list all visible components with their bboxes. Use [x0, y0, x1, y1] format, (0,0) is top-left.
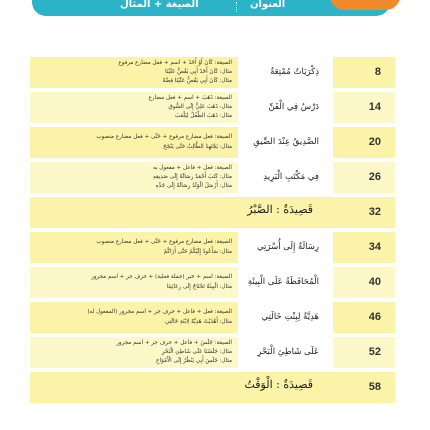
table-row [30, 92, 395, 123]
formula-line: الصيغة: جَلَسَ + فاعل + حرف جر + اسم مجرور [116, 340, 232, 346]
page-cell [333, 127, 395, 158]
page-cell [333, 162, 395, 193]
lesson-title-link[interactable]: ذِكْرَيَاتٌ مُمْتِعَةٌ [270, 67, 319, 77]
title-cell [238, 267, 333, 298]
title-cell [238, 337, 333, 368]
formula-line: الصيغة: اسم + خبر (جملة فعلية) + حرف جر + اسم مجرور [91, 274, 232, 280]
page-cell [333, 197, 395, 228]
formula-line: الصيغة: فعل + فاعل + مفعول به [152, 165, 232, 171]
table-row [30, 162, 395, 193]
table-row [30, 302, 395, 333]
table-row [30, 267, 395, 298]
page-cell [333, 372, 395, 403]
page-cell [333, 337, 395, 368]
page-number[interactable]: 32 [368, 206, 381, 218]
formula-line: مثال: الْبِيئَةُ تَحْتَاجُ إِلَى رِعَايَتِنَا [166, 284, 232, 290]
page-number[interactable]: 26 [368, 171, 381, 183]
page-number[interactable]: 34 [368, 241, 381, 253]
contents-table [30, 57, 395, 430]
formula-line: مثال: سَأَعُودُ إِلَيْكُمْ حَتَّى أَرَاكُمْ [163, 249, 232, 255]
page-cell [333, 232, 395, 263]
lesson-title-link[interactable]: فِي مَكْتَبِ الْبَرِيدِ [263, 172, 319, 182]
formula-cell [30, 197, 238, 228]
page-number[interactable]: 40 [368, 276, 381, 288]
table-row [30, 372, 395, 403]
title-cell [238, 127, 333, 158]
formula-line: الصيغة: فعل مضارع مرفوع + حَتَّى + فعل مضارع منصوب [96, 239, 232, 245]
title-cell [238, 162, 333, 193]
table-row [30, 197, 395, 228]
page-cell [333, 92, 395, 123]
page-cell [333, 267, 395, 298]
formula-cell [30, 302, 238, 333]
formula-line: مثال: ذَهَبَ عَلِيٌّ إِلَى السُّوقِ [168, 104, 232, 110]
title-cell [238, 232, 333, 263]
formula-line: مثال: كَانَ أَخَذَ أَبِي يَقُصُّ عَلَيْنَا [165, 69, 232, 75]
title-cell [238, 302, 333, 333]
formula-line: مثال: ذَهَبَ الطِّفْلُ لِيَلْعَبَ [175, 113, 232, 119]
page-number[interactable]: 8 [374, 66, 381, 78]
formula-cell [30, 57, 238, 88]
formula-line: الصيغة: كَانَ أَوْ أَخَذَ + اسم + فعل مضارع مرفوع [118, 60, 232, 66]
header-divider [236, 2, 237, 12]
page-number[interactable]: 14 [368, 101, 381, 113]
formula-cell [30, 92, 238, 123]
formula-line: مثال: أَهْدَيْتُ هَدِيَّةً لِابْنَةِ خَالَتِي [164, 319, 232, 325]
formula-line: مثال: كَتَبَ أَحْمَدُ رِسَالَةً إِلَى صَدِيقِهِ [152, 174, 232, 180]
header-accent-tab [330, 0, 400, 10]
page-number[interactable]: 46 [368, 311, 381, 323]
title-cell [238, 197, 333, 228]
formula-cell [30, 372, 238, 403]
formula-cell [30, 232, 238, 263]
lesson-title-link[interactable]: هَدِيَّةٌ لِبِنْتِ خَالَتِي [261, 312, 319, 322]
formula-cell [30, 267, 238, 298]
page-cell [333, 302, 395, 333]
table-row [30, 232, 395, 263]
formula-line: مثال: أَرْسَلَ الْوَلَدُ رِسَالَةً إِلَى جَدِّهِ [155, 183, 232, 189]
formula-line: مثال: جَلَسْنَا عَلَى شَاطِئِ الْبَحْرِ [161, 349, 232, 355]
formula-line: الصيغة: ذَهَبَ + اسم + فعل مضارع [148, 95, 232, 101]
header-formula-column: الصيغة + المثال [120, 0, 199, 10]
poem-title-link[interactable]: قَصِيدَةٌ : الْوَقْتُ [244, 378, 313, 391]
formula-cell [30, 337, 238, 368]
table-row [30, 127, 395, 158]
page-number[interactable]: 58 [368, 381, 381, 393]
lesson-title-link[interactable]: الْمُحَافَظَةُ عَلَى الْبِيئَةِ [247, 277, 319, 287]
formula-line: الصيغة: فعل + فاعل + حرف جر + اسم مجرور (المفعول له) [87, 309, 232, 315]
title-cell [238, 372, 333, 403]
formula-line: مثال: جَلَسَ أَبِي يَنْظُرُ إِلَى الْأَمْوَاجِ [155, 358, 232, 364]
formula-line: الصيغة: فعل مضارع مرفوع + حَتَّى + فعل مضارع منصوب [96, 134, 232, 140]
lesson-title-link[interactable]: دَرْسٌ فِي الْفَنِّ [268, 102, 319, 112]
header-title-column: العنوان [250, 0, 286, 10]
lesson-title-link[interactable]: رِسَالَةٌ إِلَى أُسْرَتِي [256, 242, 319, 252]
formula-cell [30, 127, 238, 158]
title-cell [238, 92, 333, 123]
poem-title-link[interactable]: قَصِيدَةٌ : الصَّبْرُ [247, 203, 313, 216]
page-number[interactable]: 20 [368, 136, 381, 148]
table-row [30, 337, 395, 368]
formula-cell [30, 162, 238, 193]
lesson-title-link[interactable]: عَلَى شَاطِئِ الْبَحْرِ [257, 347, 319, 357]
page-cell [333, 57, 395, 88]
title-cell [238, 57, 333, 88]
page-number[interactable]: 52 [368, 346, 381, 358]
table-row [30, 57, 395, 88]
lesson-title-link[interactable]: الصَّدِيقُ عِنْدَ الضِّيقِ [253, 137, 319, 147]
formula-line: مثال: يَجْتَهِدُ الطَّالِبُ حَتَّى يَنْجَحَ [163, 144, 232, 150]
formula-line: مثال: كَانَ أَبِي يَقُصُّ عَلَيْنَا قِصَّةً [162, 78, 232, 84]
